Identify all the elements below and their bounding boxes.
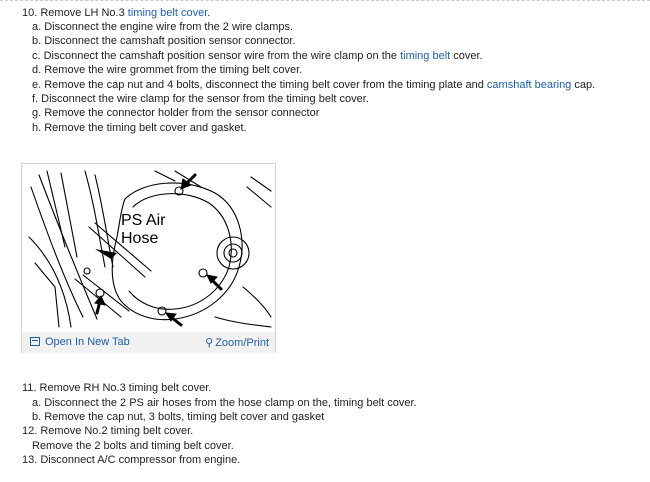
- zoom-print-label: Zoom/Print: [215, 337, 269, 349]
- step-10d: d. Remove the wire grommet from the timing belt cover.: [32, 64, 303, 76]
- step-12-text: Remove the 2 bolts and timing belt cover.: [32, 440, 234, 452]
- step-11b: b. Remove the cap nut, 3 bolts, timing belt cover and gasket: [32, 411, 325, 423]
- step-11-title: 11. Remove RH No.3 timing belt cover.: [22, 382, 212, 394]
- top-divider: [0, 0, 650, 1]
- step-10e-prefix: e. Remove the cap nut and 4 bolts, disconnect the timing belt cover from the timing plate and: [32, 79, 487, 91]
- timing-belt-link[interactable]: timing belt: [400, 50, 451, 62]
- step-10-prefix: 10. Remove LH No.3: [22, 7, 128, 19]
- step-10c-suffix: cover.: [450, 50, 483, 62]
- zoom-print-button[interactable]: [205, 336, 269, 349]
- step-10f: f. Disconnect the wire clamp for the sensor from the timing belt cover.: [32, 93, 369, 105]
- open-in-new-tab-button[interactable]: [30, 336, 130, 348]
- step-13-title: 13. Disconnect A/C compressor from engine.: [22, 454, 241, 466]
- step-10-title: [22, 6, 210, 20]
- timing-belt-cover-link[interactable]: timing belt cover: [127, 7, 208, 19]
- camshaft-bearing-link[interactable]: camshaft bearing: [486, 79, 572, 91]
- figure-card: [21, 163, 276, 353]
- step-10e: [32, 78, 595, 92]
- ps-air-label-line2: Hose: [121, 230, 159, 247]
- step-10c-prefix: c. Disconnect the camshaft position sensor wire from the wire clamp on the: [32, 50, 401, 62]
- step-10a: a. Disconnect the engine wire from the 2 wire clamps.: [32, 21, 294, 33]
- ps-air-label-line1: PS Air: [121, 212, 166, 229]
- step-11a: a. Disconnect the 2 PS air hoses from the hose clamp on the, timing belt cover.: [32, 397, 417, 409]
- open-in-new-tab-label: Open In New Tab: [45, 336, 130, 348]
- step-10g: g. Remove the connector holder from the sensor connector: [32, 107, 320, 119]
- magnifier-icon: ⚲: [205, 337, 214, 349]
- step-10e-suffix: cap.: [571, 79, 596, 91]
- engine-diagram: [25, 167, 272, 331]
- figure-toolbar: [22, 332, 275, 353]
- step-10-suffix: .: [207, 7, 211, 19]
- step-10h: h. Remove the timing belt cover and gasket.: [32, 122, 247, 134]
- step-10b: b. Disconnect the camshaft position sensor connector.: [32, 35, 296, 47]
- step-10c: [32, 49, 483, 63]
- step-12-title: 12. Remove No.2 timing belt cover.: [22, 425, 194, 437]
- new-tab-icon: [30, 337, 40, 346]
